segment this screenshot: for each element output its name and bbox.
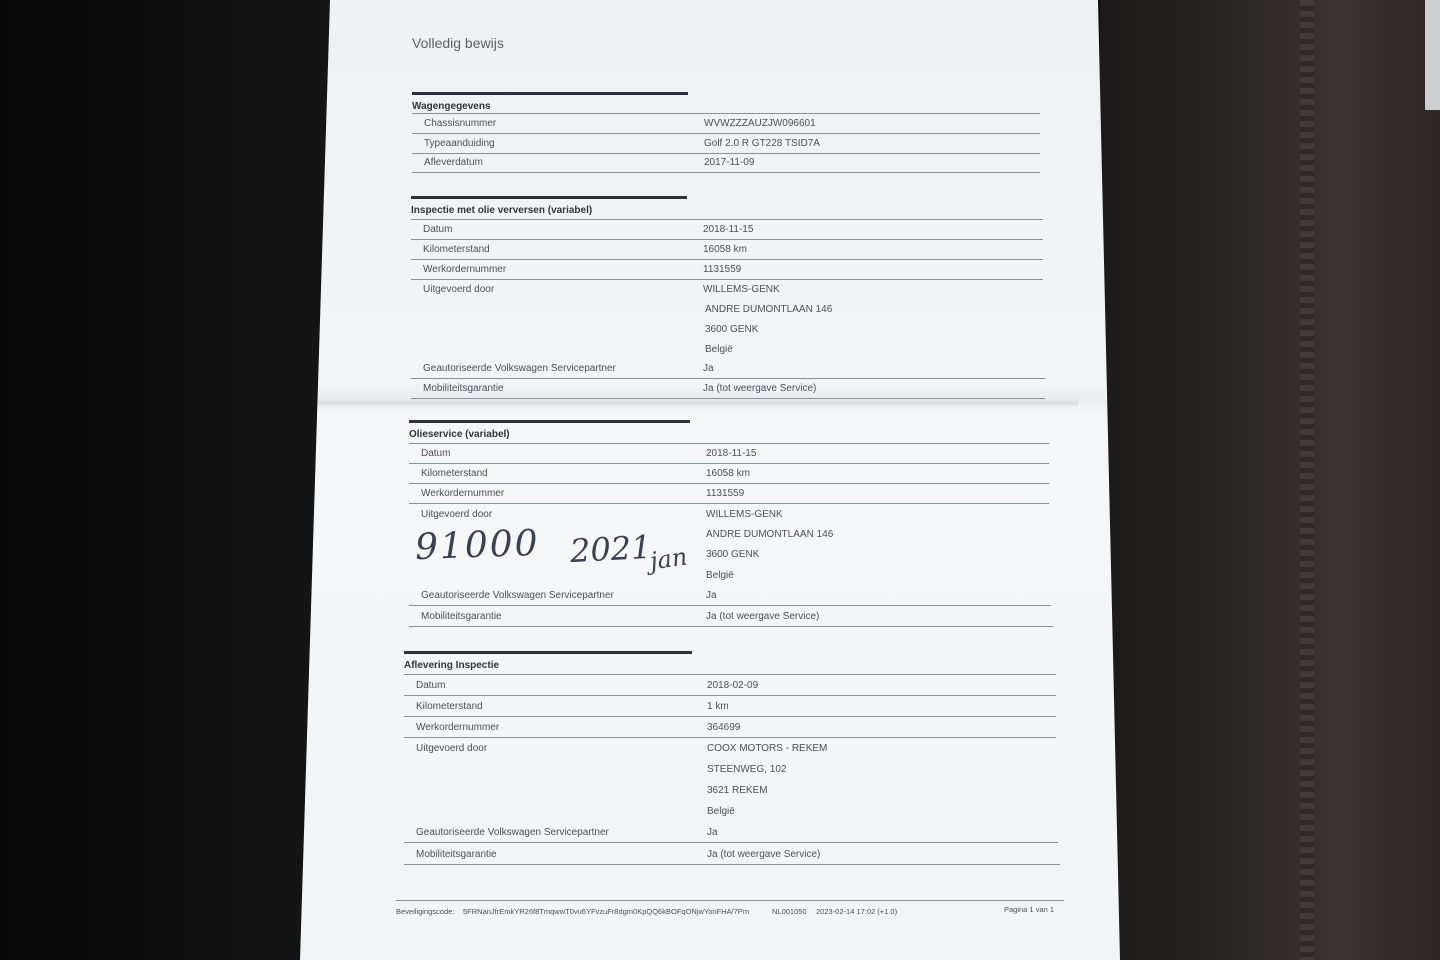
row-label: Datum (416, 680, 446, 691)
row-value: 364699 (707, 722, 741, 733)
row-label: Mobiliteitsgarantie (423, 383, 504, 394)
row-divider (404, 864, 1060, 865)
section-title: Inspectie met olie verversen (variabel) (411, 205, 593, 216)
row-label: Afleverdatum (424, 157, 483, 168)
row-value: 2017-11-09 (704, 157, 755, 168)
section-bar (404, 651, 692, 654)
table-row (409, 607, 1053, 627)
handwritten-mileage: 91000 (414, 522, 541, 569)
footer-divider (396, 900, 1064, 901)
row-value: WILLEMS-GENK (706, 509, 783, 520)
row-label: Werkordernummer (421, 488, 505, 499)
address-line: België (706, 570, 734, 581)
security-code: 5FRNanJfrEmkYR26f8TmqwwT0vu6YFvzuFr8dgm0KpQQ6kBOFqONjwYonFHA/7Pm (463, 907, 750, 916)
row-value: WILLEMS-GENK (703, 284, 780, 295)
row-label: Kilometerstand (423, 244, 490, 255)
row-divider (412, 172, 1040, 173)
row-value: 2018-02-09 (707, 680, 759, 691)
section-bar (411, 196, 687, 199)
table-row (411, 280, 1043, 300)
row-value: 16058 km (703, 244, 747, 255)
row-value: 2018-11-15 (703, 224, 754, 235)
address-line: 3600 GENK (705, 324, 759, 335)
page-number: Pagina 1 van 1 (1004, 905, 1055, 914)
background-seat-leather (1100, 0, 1440, 960)
table-row (411, 260, 1043, 280)
handwritten-suffix: jan (648, 542, 689, 576)
address-line: België (707, 806, 735, 817)
row-divider (409, 503, 1049, 504)
background-left (0, 0, 330, 960)
row-label: Mobiliteitsgarantie (421, 611, 502, 622)
table-row (411, 359, 1045, 379)
table-row (404, 697, 1056, 717)
table-row (404, 823, 1058, 843)
row-label: Kilometerstand (421, 468, 488, 479)
row-value: Ja (703, 363, 714, 374)
table-row (409, 505, 1049, 525)
row-value: 1131559 (706, 488, 745, 499)
row-label: Kilometerstand (416, 701, 483, 712)
seat-stitching (1300, 0, 1314, 960)
row-label: Werkordernummer (423, 264, 507, 275)
row-value: 1131559 (703, 264, 742, 275)
row-value: 16058 km (706, 468, 750, 479)
table-row (404, 739, 1056, 759)
timestamp: 2023-02-14 17:02 (+1.0) (816, 907, 898, 916)
row-divider (404, 716, 1056, 717)
row-value: 2018-11-15 (706, 448, 757, 459)
row-value: Ja (707, 827, 718, 838)
row-label: Geautoriseerde Volkswagen Servicepartner (421, 590, 614, 601)
row-divider (411, 398, 1045, 399)
address-line: België (705, 344, 733, 355)
row-value: COOX MOTORS - REKEM (707, 743, 828, 754)
table-row (411, 379, 1045, 399)
row-value: WVWZZZAUZJW096601 (704, 118, 816, 129)
table-row (409, 484, 1049, 504)
row-label: Uitgevoerd door (421, 509, 493, 520)
row-label: Typeaanduiding (424, 138, 495, 149)
address-line: ANDRE DUMONTLAAN 146 (705, 304, 833, 315)
row-divider (409, 626, 1053, 627)
address-line: STEENWEG, 102 (707, 764, 787, 775)
document-id: NL001050 (772, 907, 807, 916)
handwritten-year: 2021 (569, 527, 653, 571)
row-divider (404, 842, 1058, 843)
row-label: Datum (423, 224, 453, 235)
row-label: Geautoriseerde Volkswagen Servicepartner (423, 363, 616, 374)
section-underline (404, 674, 1056, 675)
table-row (409, 586, 1051, 606)
row-value: 1 km (707, 701, 729, 712)
table-row (409, 464, 1049, 484)
row-label: Geautoriseerde Volkswagen Servicepartner (416, 827, 609, 838)
row-divider (404, 695, 1056, 696)
section-underline (412, 113, 1040, 114)
section-title: Wagengegevens (412, 101, 491, 112)
address-line: 3600 GENK (706, 549, 760, 560)
document-title: Volledig bewijs (412, 35, 504, 51)
row-label: Chassisnummer (424, 118, 497, 129)
row-label: Mobiliteitsgarantie (416, 849, 497, 860)
table-row (404, 845, 1060, 865)
security-code-label: Beveiligingscode: (396, 907, 455, 916)
row-value: Ja (tot weergave Service) (703, 383, 817, 394)
table-row (409, 444, 1049, 464)
address-line: ANDRE DUMONTLAAN 146 (706, 529, 834, 540)
row-divider (409, 605, 1051, 606)
table-row (404, 718, 1056, 738)
table-row (404, 676, 1056, 696)
table-row (411, 220, 1043, 240)
row-label: Uitgevoerd door (423, 284, 495, 295)
row-value: Ja (706, 590, 717, 601)
table-row (411, 240, 1043, 260)
row-value: Ja (tot weergave Service) (706, 611, 820, 622)
table-row (412, 114, 1040, 134)
row-divider (404, 737, 1056, 738)
row-label: Datum (421, 448, 451, 459)
table-row (412, 134, 1040, 154)
row-value: Ja (tot weergave Service) (707, 849, 821, 860)
address-line: 3621 REKEM (707, 785, 768, 796)
section-bar (409, 420, 690, 423)
table-row (412, 153, 1040, 173)
section-title: Olieservice (variabel) (409, 429, 510, 440)
row-label: Werkordernummer (416, 722, 500, 733)
row-label: Uitgevoerd door (416, 743, 488, 754)
paper-fold (318, 398, 1078, 408)
section-title: Aflevering Inspectie (404, 660, 500, 671)
background-edge (1425, 0, 1440, 110)
row-value: Golf 2.0 R GT228 TSID7A (704, 138, 820, 149)
section-bar (412, 92, 688, 95)
